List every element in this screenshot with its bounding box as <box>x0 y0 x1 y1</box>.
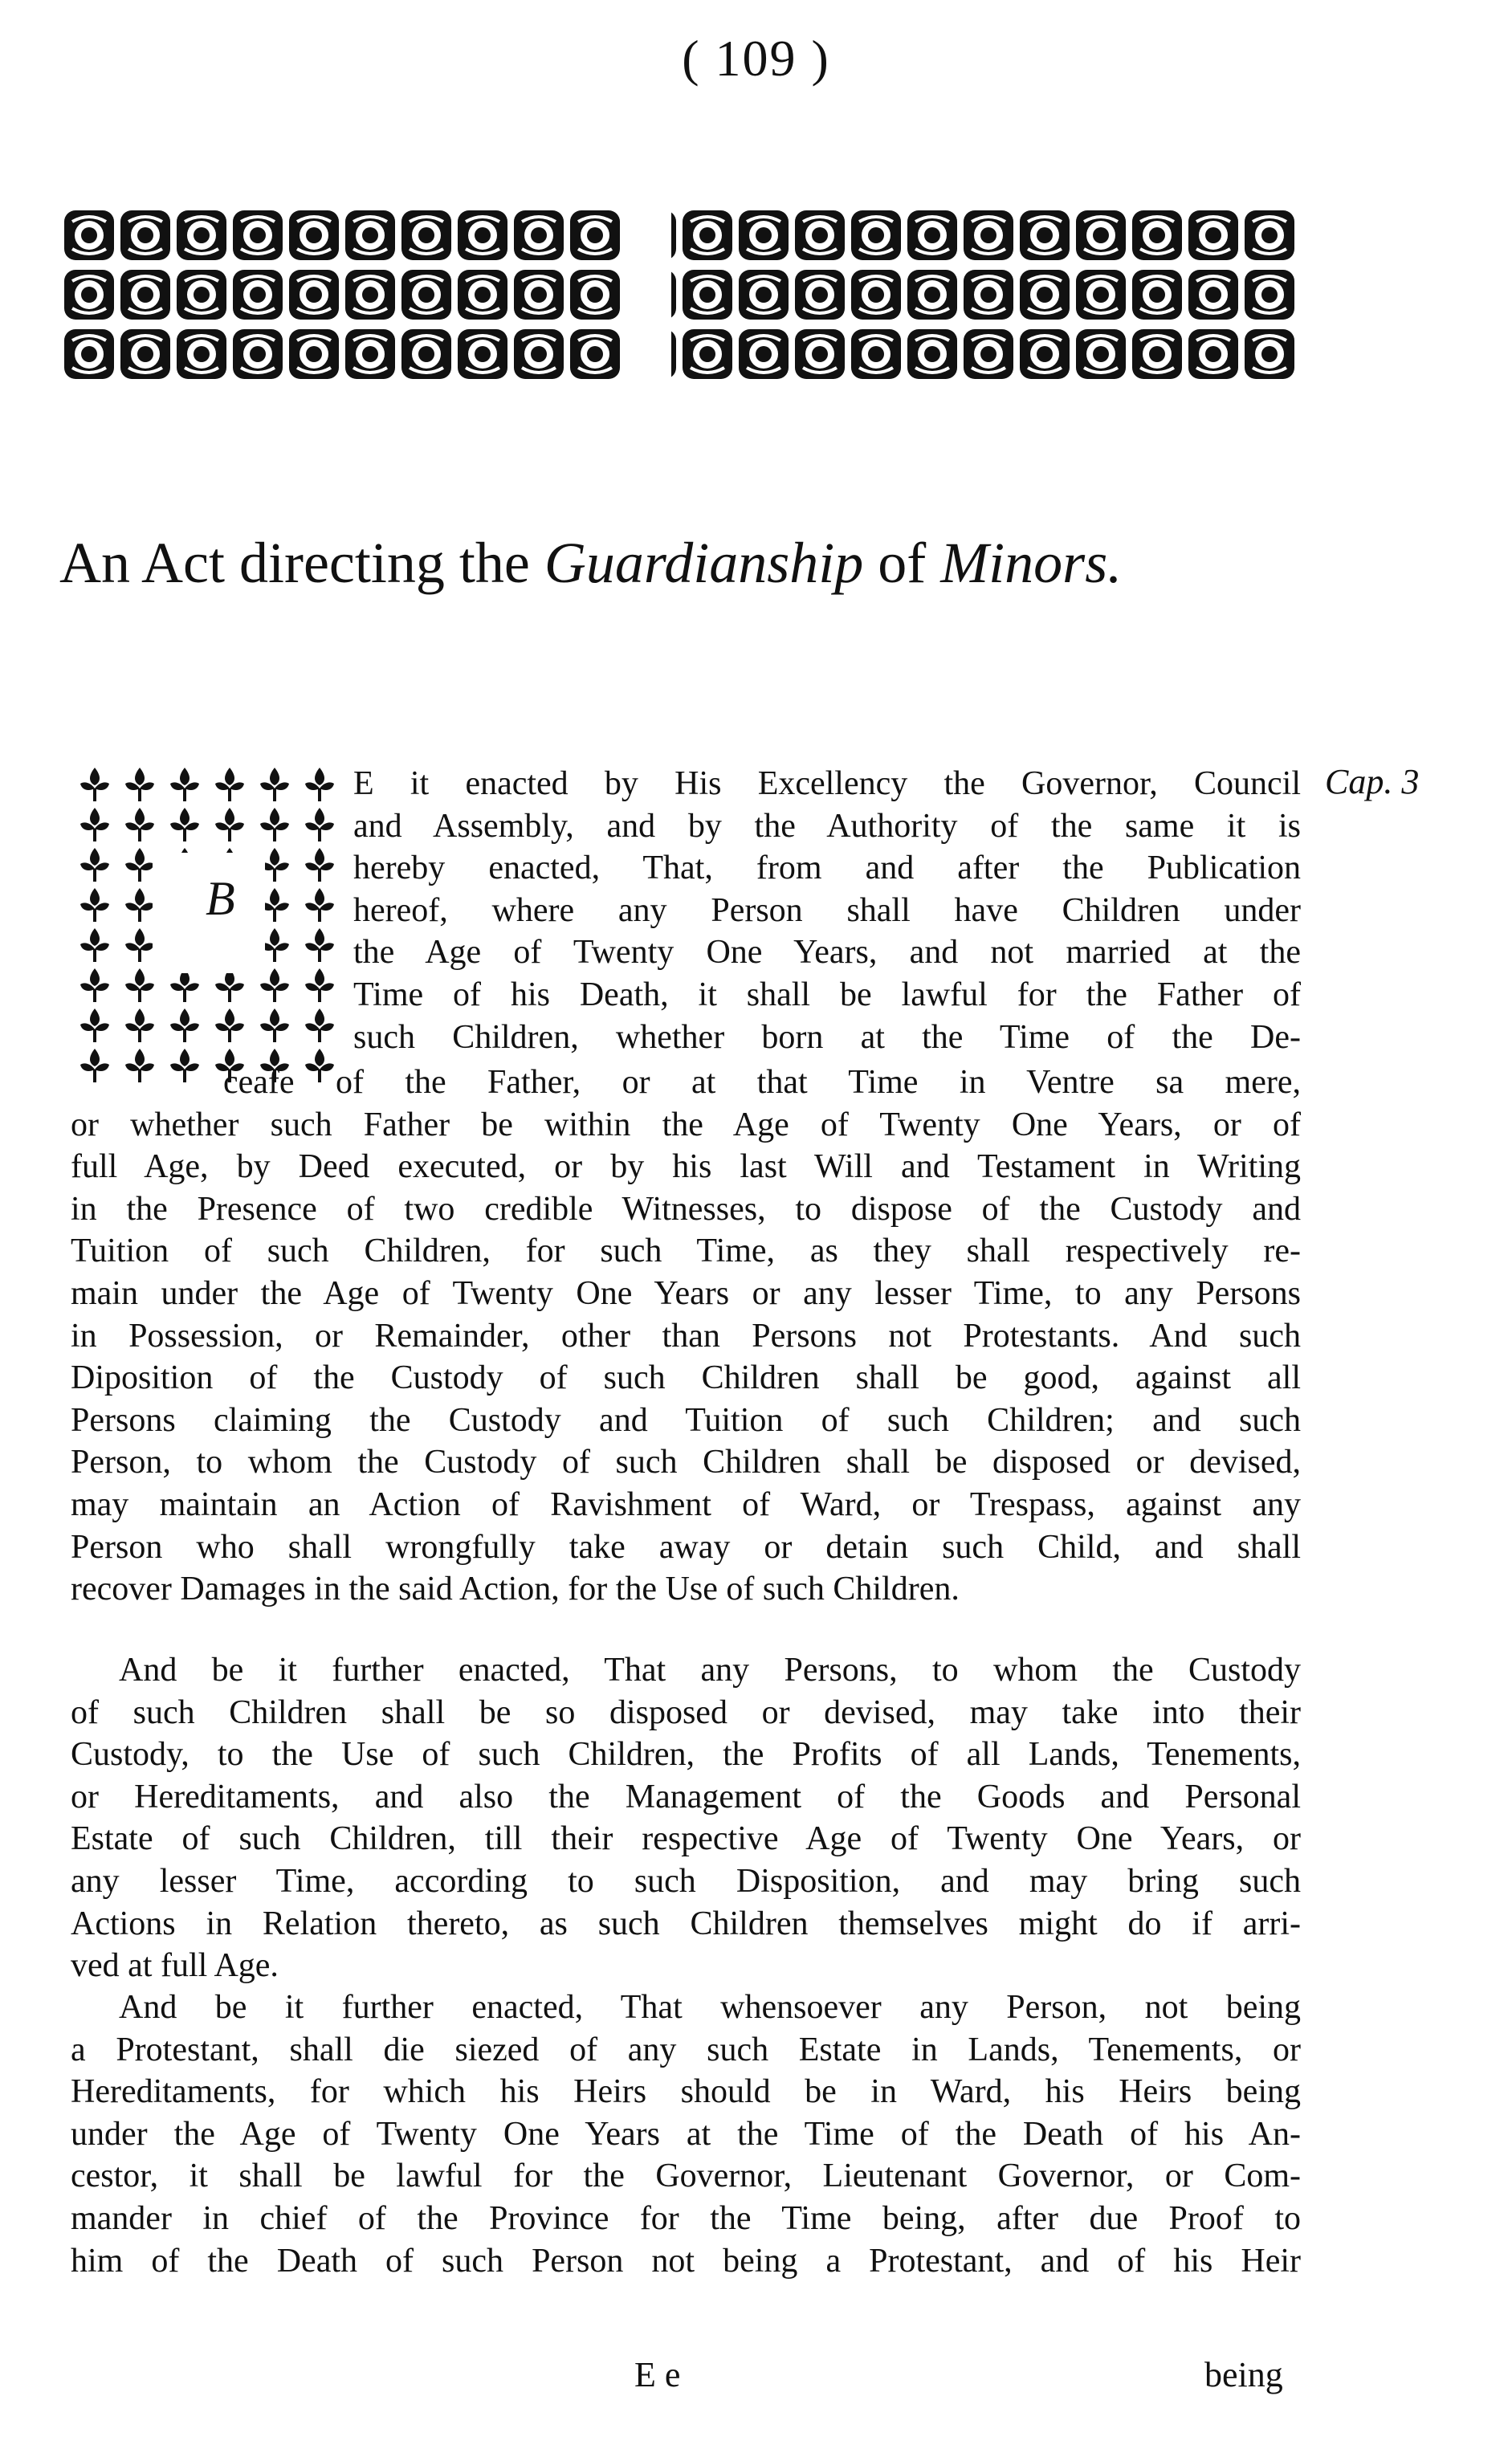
title-part-3: of <box>878 531 927 595</box>
text-line: Diposition of the Custody of such Children shall be good, against all <box>71 1359 1301 1397</box>
text-line: mander in chief of the Province for the Time being, after due Proof to <box>71 2199 1301 2237</box>
page-number: ( 109 ) <box>682 30 830 87</box>
text-line: And be it further enacted, That whensoever any Person, not being <box>119 1989 1301 2026</box>
paragraph-1-first-lines <box>353 763 1301 1058</box>
text-line: may maintain an Action of Ravishment of Ward, or Trespass, against any <box>71 1485 1301 1523</box>
text-line: Persons claiming the Custody and Tuition of such Children; and such <box>71 1401 1301 1439</box>
title-part-4: Minors. <box>940 531 1123 595</box>
text-line: such Children, whether born at the Time of the De- <box>353 1018 1301 1056</box>
paragraph-1-rest <box>71 1062 1301 1611</box>
text-line: Actions in Relation thereto, as such Children themselves might do if arri- <box>71 1905 1301 1942</box>
text-line: a Protestant, shall die siezed of any such Estate in Lands, Tenements, or <box>71 2031 1301 2068</box>
text-line: Person who shall wrongfully take away or detain such Child, and shall <box>71 1528 1301 1566</box>
text-line: of such Children shall be so disposed or devised, may take into their <box>71 1693 1301 1731</box>
text-line: ved at full Age. <box>71 1947 279 1985</box>
text-line: Custody, to the Use of such Children, the Profits of all Lands, Tenements, <box>71 1736 1301 1774</box>
text-line: under the Age of Twenty One Years at the Time of the Death of his An- <box>71 2115 1301 2153</box>
text-line: Hereditaments, for which his Heirs should be in Ward, his Heirs being <box>71 2073 1301 2111</box>
text-line: and Assembly, and by the Authority of the same it is <box>353 807 1301 845</box>
text-line: full Age, by Deed executed, or by his last Will and Testament in Writing <box>71 1148 1301 1186</box>
text-line: And be it further enacted, That any Persons, to whom the Custody <box>119 1652 1301 1689</box>
catchword: being <box>1204 2355 1283 2394</box>
drop-cap-letter: B <box>202 871 238 927</box>
text-line: or whether such Father be within the Age of Twenty One Years, or of <box>71 1106 1301 1143</box>
margin-note: Cap. 3 <box>1325 762 1420 801</box>
text-line: Person, to whom the Custody of such Children shall be disposed or devised, <box>71 1444 1301 1481</box>
text-line: any lesser Time, according to such Disposition, and may bring such <box>71 1862 1301 1900</box>
text-line: hereby enacted, That, from and after the Publication <box>353 850 1301 887</box>
title-part-1: An Act directing the <box>59 531 530 595</box>
signature-mark: E e <box>634 2355 681 2394</box>
text-line: E it enacted by His Excellency the Governor, Council <box>353 765 1301 802</box>
text-line: Estate of such Children, till their respective Age of Twenty One Years, or <box>71 1820 1301 1858</box>
text-line: Tuition of such Children, for such Time, as they shall respectively re- <box>71 1233 1301 1270</box>
title-part-2: Guardianship <box>544 531 864 595</box>
text-line: hereof, where any Person shall have Children under <box>353 891 1301 929</box>
text-line: in Possession, or Remainder, other than Persons not Protestants. And such <box>71 1317 1301 1355</box>
text-line: or Hereditaments, and also the Management of the Goods and Personal <box>71 1778 1301 1815</box>
text-line: main under the Age of Twenty One Years or any lesser Time, to any Persons <box>71 1274 1301 1312</box>
text-line: him of the Death of such Person not being a Protestant, and of his Heir <box>71 2242 1301 2280</box>
paragraph-2 <box>71 1649 1301 1987</box>
text-line: the Age of Twenty One Years, and not married at the <box>353 934 1301 972</box>
text-line: recover Damages in the said Action, for the Use of such Children. <box>71 1571 960 1608</box>
text-line: Time of his Death, it shall be lawful for the Father of <box>353 976 1301 1013</box>
act-title <box>59 530 1424 597</box>
text-line: ceafe of the Father, or at that Time in Ventre sa mere, <box>223 1064 1301 1101</box>
text-line: cestor, it shall be lawful for the Governor, Lieutenant Governor, or Com- <box>71 2158 1301 2195</box>
paragraph-3 <box>71 1987 1301 2282</box>
text-line: in the Presence of two credible Witnesses, to dispose of the Custody and <box>71 1190 1301 1228</box>
ornament-band <box>61 206 1298 385</box>
